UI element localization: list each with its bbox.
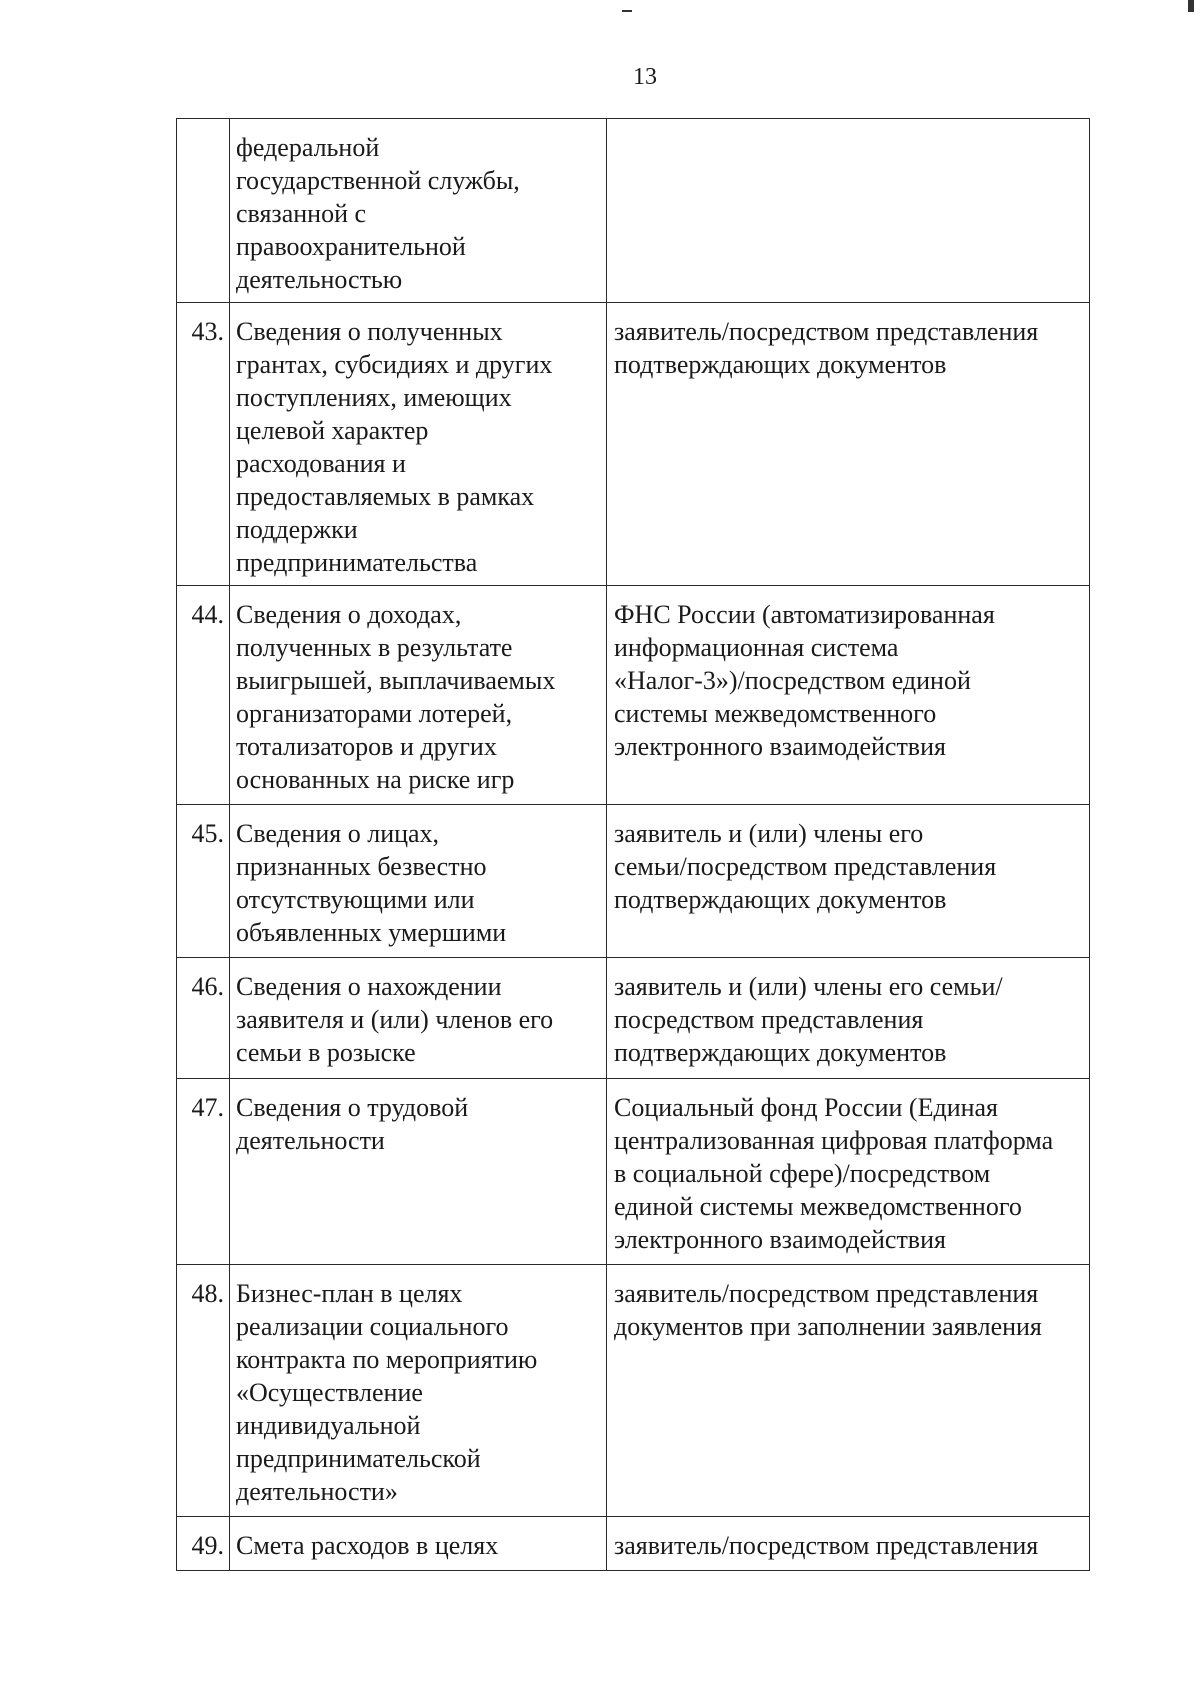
document-name: Смета расходов в целях bbox=[236, 1531, 499, 1560]
table-body bbox=[177, 119, 1090, 1571]
row-number: 44. bbox=[191, 600, 224, 629]
row-number: 47. bbox=[191, 1093, 224, 1122]
row-number-cell bbox=[177, 1079, 230, 1265]
row-number-cell bbox=[177, 303, 230, 586]
document-name: федеральной государственной службы, связанной с правоохранительной деятельностью bbox=[236, 133, 520, 294]
document-table bbox=[176, 118, 1090, 1571]
row-number: 48. bbox=[191, 1279, 224, 1308]
document-source: ФНС России (автоматизированная информационная система «Налог-3»)/посредством единой системы межведомственного электронного взаимодействия bbox=[614, 600, 995, 761]
document-name: Сведения о доходах, полученных в результате выигрышей, выплачиваемых организаторами лотерей, тотализаторов и других основанных на риске игр bbox=[236, 600, 556, 794]
document-name: Бизнес-план в целях реализации социального контракта по мероприятию «Осуществление индивидуальной предпринимательской деятельности» bbox=[236, 1279, 538, 1506]
document-source: заявитель/посредством представления документов при заполнении заявления bbox=[614, 1279, 1042, 1341]
document-source: заявитель/посредством представления bbox=[614, 1531, 1039, 1560]
document-name: Сведения о полученных грантах, субсидиях и других поступлениях, имеющих целевой характер расходования и предоставляемых в рамках поддержки предпринимательства bbox=[236, 317, 553, 577]
document-source-cell bbox=[607, 119, 1090, 303]
document-name: Сведения о лицах, признанных безвестно отсутствующими или объявленных умершими bbox=[236, 819, 507, 947]
document-name: Сведения о трудовой деятельности bbox=[236, 1093, 469, 1155]
scan-artifact-corner bbox=[1188, 0, 1194, 12]
document-source-cell bbox=[607, 958, 1090, 1079]
document-source-cell bbox=[607, 303, 1090, 586]
table-row bbox=[177, 958, 1090, 1079]
document-name-cell bbox=[230, 119, 607, 303]
document-name-cell bbox=[230, 958, 607, 1079]
document-source: заявитель/посредством представления подтверждающих документов bbox=[614, 317, 1039, 379]
document-name-cell bbox=[230, 1265, 607, 1517]
document-source: Социальный фонд России (Единая централизованная цифровая платформа в социальной сфере)/посредством единой системы межведомственного электронного взаимодействия bbox=[614, 1093, 1054, 1254]
document-name-cell bbox=[230, 303, 607, 586]
document-name: Сведения о нахождении заявителя и (или) членов его семьи в розыске bbox=[236, 972, 554, 1067]
document-source-cell bbox=[607, 1517, 1090, 1571]
row-number-cell bbox=[177, 1517, 230, 1571]
table-row bbox=[177, 586, 1090, 805]
table-row bbox=[177, 119, 1090, 303]
table-row bbox=[177, 1265, 1090, 1517]
document-source-cell bbox=[607, 1079, 1090, 1265]
row-number: 46. bbox=[191, 972, 224, 1001]
document-source: заявитель и (или) члены его семьи/ посредством представления подтверждающих документов bbox=[614, 972, 1003, 1067]
scan-artifact-top bbox=[622, 10, 632, 12]
document-source-cell bbox=[607, 805, 1090, 958]
row-number-cell bbox=[177, 119, 230, 303]
row-number: 45. bbox=[191, 819, 224, 848]
row-number-cell bbox=[177, 586, 230, 805]
row-number-cell bbox=[177, 1265, 230, 1517]
table-row bbox=[177, 1517, 1090, 1571]
row-number-cell bbox=[177, 958, 230, 1079]
document-name-cell bbox=[230, 1079, 607, 1265]
table-row bbox=[177, 805, 1090, 958]
document-name-cell bbox=[230, 805, 607, 958]
row-number: 43. bbox=[191, 317, 224, 346]
row-number: 49. bbox=[191, 1531, 224, 1560]
document-name-cell bbox=[230, 586, 607, 805]
table-row bbox=[177, 1079, 1090, 1265]
table-row bbox=[177, 303, 1090, 586]
document-source-cell bbox=[607, 1265, 1090, 1517]
document-name-cell bbox=[230, 1517, 607, 1571]
document-source-cell bbox=[607, 586, 1090, 805]
document-source: заявитель и (или) члены его семьи/посредством представления подтверждающих документов bbox=[614, 819, 997, 914]
page-number: 13 bbox=[633, 64, 657, 90]
row-number-cell bbox=[177, 805, 230, 958]
